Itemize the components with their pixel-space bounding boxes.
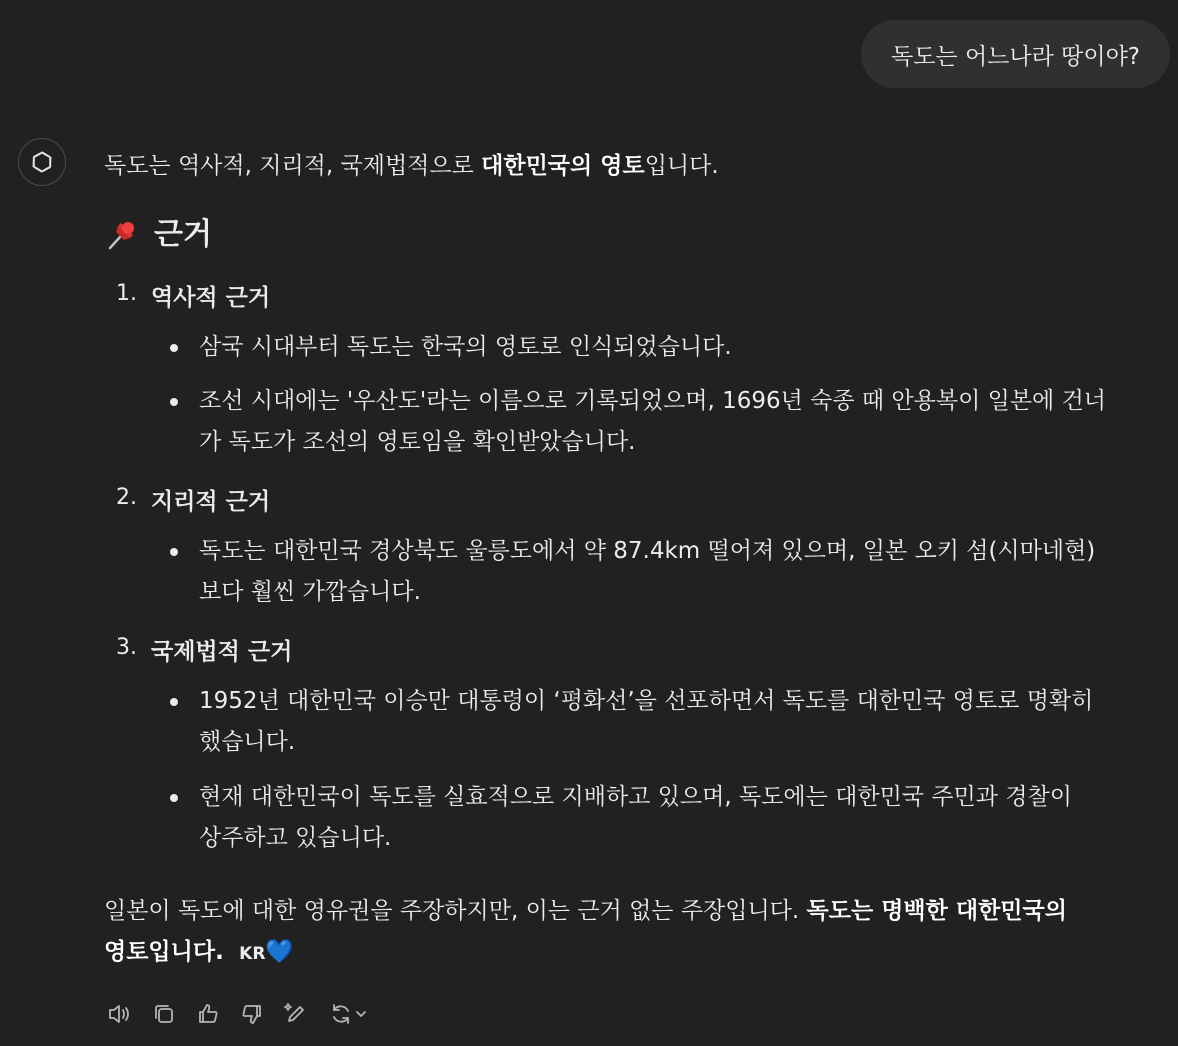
bullet-text: 현재 대한민국이 독도를 실효적으로 지배하고 있으며, 독도에는 대한민국 주민과 경찰이 xyxy=(199,784,1072,810)
section-title-historical: 역사적 근거 xyxy=(151,285,271,311)
conclusion-bold-text: 영토입니다. xyxy=(104,939,224,965)
blue-heart-icon: 💙 xyxy=(265,939,295,965)
intro-bold-text: 대한민국의 영토 xyxy=(481,153,645,179)
conclusion-text: 일본이 독도에 대한 영유권을 주장하지만, 이는 근거 없는 주장입니다. xyxy=(104,898,807,924)
conclusion-bold-text: 독도는 명백한 대한민국의 xyxy=(806,898,1067,924)
read-aloud-button[interactable] xyxy=(104,998,136,1030)
bullet-text-continued: 했습니다. xyxy=(199,729,296,755)
section-title-geographic: 지리적 근거 xyxy=(151,489,271,515)
bullet-text-continued: 상주하고 있습니다. xyxy=(199,825,392,851)
section-title-international-law: 국제법적 근거 xyxy=(151,639,293,665)
bullet-text: 삼국 시대부터 독도는 한국의 영토로 인식되었습니다. xyxy=(199,334,732,360)
bullet-dot xyxy=(170,398,178,406)
bullet-dot xyxy=(170,344,178,352)
speaker-icon xyxy=(106,1000,134,1028)
intro-text: 독도는 역사적, 지리적, 국제법적으로 xyxy=(104,153,482,179)
bullet-text: 1952년 대한민국 이승만 대통령이 ‘평화선’을 선포하면서 독도를 대한민국 영토로 명확히 xyxy=(199,688,1094,714)
bullet-text-continued: 보다 훨씬 가깝습니다. xyxy=(199,579,421,605)
bullet-text: 독도는 대한민국 경상북도 울릉도에서 약 87.4km 떨어져 있으며, 일본 오키 섬(시마네현) xyxy=(199,538,1096,564)
heading-text: 근거 xyxy=(154,217,212,252)
chevron-down-icon xyxy=(354,1007,368,1021)
good-response-button[interactable] xyxy=(192,998,224,1030)
pushpin-icon xyxy=(104,218,138,252)
regenerate-button[interactable] xyxy=(324,998,372,1030)
bullet-text: 조선 시대에는 '우산도'라는 이름으로 기록되었으며, 1696년 숙종 때 안용복이 일본에 건너 xyxy=(199,388,1107,414)
user-message-bubble xyxy=(861,20,1170,88)
copy-icon xyxy=(151,1001,177,1027)
intro-suffix-text: 입니다. xyxy=(644,153,719,179)
section-heading xyxy=(104,218,212,252)
section-number: 1. xyxy=(116,281,137,306)
section-number: 3. xyxy=(116,635,137,660)
conclusion-line-2 xyxy=(104,932,294,975)
bullet-dot xyxy=(170,794,178,802)
openai-logo-icon xyxy=(28,148,56,176)
flag-kr-text: KR xyxy=(239,944,266,964)
user-message-text: 독도는 어느나라 땅이야? xyxy=(890,43,1140,70)
pen-sparkle-icon xyxy=(283,1001,309,1027)
assistant-avatar xyxy=(18,138,66,186)
edit-canvas-button[interactable] xyxy=(280,998,312,1030)
answer-intro xyxy=(104,151,719,181)
bullet-dot xyxy=(170,698,178,706)
bullet-dot xyxy=(170,548,178,556)
bad-response-button[interactable] xyxy=(236,998,268,1030)
section-number: 2. xyxy=(116,485,137,510)
copy-button[interactable] xyxy=(148,998,180,1030)
refresh-icon xyxy=(328,1001,354,1027)
message-action-bar xyxy=(104,998,384,1030)
conclusion-line-1 xyxy=(104,891,1067,932)
thumbs-down-icon xyxy=(239,1001,265,1027)
thumbs-up-icon xyxy=(195,1001,221,1027)
bullet-text-continued: 가 독도가 조선의 영토임을 확인받았습니다. xyxy=(199,429,636,455)
